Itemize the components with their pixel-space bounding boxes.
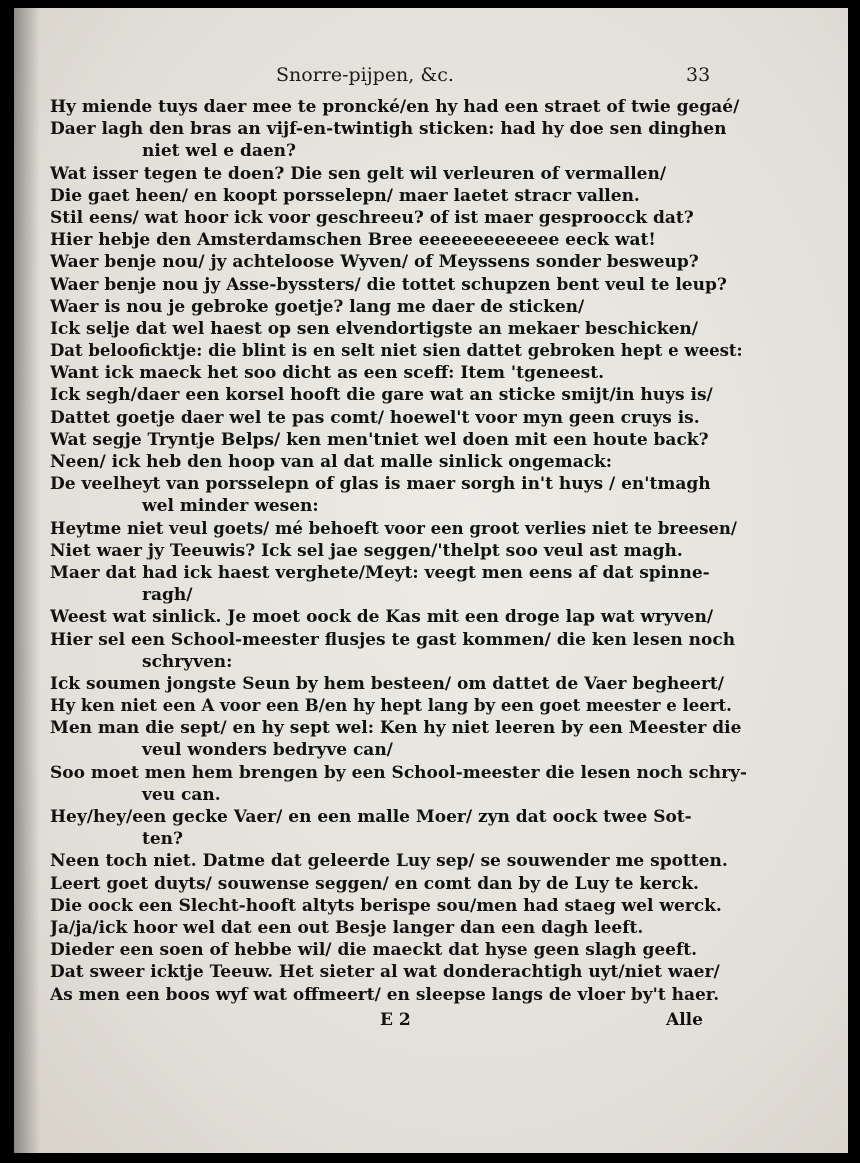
text-line: Leert goet duyts/ souwense seggen/ en comt dan by de Luy te kerck. [50, 873, 699, 894]
text-line: As men een boos wyf wat offmeert/ en sleepse langs de vloer by't haer. [50, 984, 720, 1005]
text-line-continuation: veul wonders bedryve can/ [142, 740, 393, 761]
text-line: Niet waer jy Teeuwis? Ick sel jae seggen/'thelpt soo veul ast magh. [50, 540, 683, 561]
text-line: Ick segh/daer een korsel hooft die gare wat an sticke smijt/in huys is/ [50, 385, 713, 406]
text-line: Weest wat sinlick. Je moet oock de Kas mit een droge lap wat wryven/ [50, 607, 714, 628]
text-line: Hier sel een School-meester flusjes te gast kommen/ die ken lesen noch [50, 629, 736, 650]
text-line: Hey/hey/een gecke Vaer/ en een malle Moer/ zyn dat oock twee Sot- [50, 807, 692, 827]
text-line-continuation: niet wel e daen? [142, 141, 297, 162]
text-line-continuation: wel minder wesen: [142, 496, 319, 517]
text-line-continuation: ten? [142, 829, 183, 850]
text-line: Neen/ ick heb den hoop van al dat malle sinlick ongemack: [50, 452, 613, 472]
text-line-continuation: ragh/ [142, 585, 193, 606]
text-line-continuation: schryven: [142, 651, 233, 672]
text-line-continuation: veu can. [142, 784, 221, 805]
page-number: 33 [686, 64, 711, 86]
body-text [50, 96, 750, 1006]
text-line: Ick selje dat wel haest op sen elvendortigste an mekaer beschicken/ [50, 318, 698, 339]
text-line: Hier hebje den Amsterdamschen Bree eeeeeeeeeeeee eeck wat! [50, 230, 656, 251]
text-line: Neen toch niet. Datme dat geleerde Luy sep/ se souwender me spotten. [50, 851, 728, 872]
text-line: Men man die sept/ en hy sept wel: Ken hy niet leeren by een Meester die [50, 718, 742, 739]
page-footer [14, 1010, 848, 1036]
text-line: Daer lagh den bras an vijf-en-twintigh sticken: had hy doe sen dinghen [50, 119, 727, 140]
text-line: Wat segje Tryntje Belps/ ken men'tniet wel doen mit een houte back? [50, 429, 709, 450]
text-line: Hy ken niet een A voor een B/en hy hept lang by een goet meester e leert. [50, 696, 732, 716]
catchword: Alle [666, 1010, 703, 1030]
book-page [14, 8, 848, 1153]
text-line: Dieder een soen of hebbe wil/ die maeckt dat hyse geen slagh geeft. [50, 940, 698, 961]
text-line: Hy miende tuys daer mee te proncké/en hy had een straet of twie gegaé/ [50, 97, 740, 117]
running-title: Snorre-pijpen, &c. [276, 64, 454, 86]
text-line: Ja/ja/ick hoor wel dat een out Besje langer dan een dagh leeft. [50, 917, 644, 938]
text-line: Die oock een Slecht-hooft altyts berispe sou/men had staeg wel werck. [50, 895, 722, 916]
text-line: Waer benje nou/ jy achteloose Wyven/ of Meyssens sonder besweup? [50, 252, 699, 273]
text-line: Waer is nou je gebroke goetje? lang me daer de sticken/ [50, 296, 585, 317]
signature-mark: E 2 [380, 1010, 411, 1030]
text-line: Dattet goetje daer wel te pas comt/ hoewel't voor myn geen cruys is. [50, 407, 700, 428]
text-line: De veelheyt van porsselepn of glas is maer sorgh in't huys / en'tmagh [50, 474, 711, 495]
text-line: Ick soumen jongste Seun by hem besteen/ om dattet de Vaer begheert/ [50, 673, 724, 694]
page-header [14, 64, 848, 94]
text-line: Wat isser tegen te doen? Die sen gelt wil verleuren of vermallen/ [50, 163, 667, 184]
text-line: Want ick maeck het soo dicht as een sceff: Item 'tgeneest. [50, 363, 604, 384]
text-line: Heytme niet veul goets/ mé behoeft voor een groot verlies niet te breesen/ [50, 518, 737, 538]
text-line: Waer benje nou jy Asse-byssters/ die tottet schupzen bent veul te leup? [50, 274, 727, 295]
text-line: Die gaet heen/ en koopt porsselepn/ maer laetet stracr vallen. [50, 185, 640, 206]
text-line: Stil eens/ wat hoor ick voor geschreeu? of ist maer gesproocck dat? [50, 207, 694, 228]
text-line: Dat belooficktje: die blint is en selt niet sien dattet gebroken hept e weest: [50, 341, 743, 361]
text-line: Soo moet men hem brengen by een School-meester die lesen noch schry- [50, 762, 747, 783]
text-line: Dat sweer icktje Teeuw. Het sieter al wat donderachtigh uyt/niet waer/ [50, 962, 720, 983]
text-line: Maer dat had ick haest verghete/Meyt: veegt men eens af dat spinne- [50, 562, 710, 583]
gutter-shadow [14, 8, 40, 1153]
